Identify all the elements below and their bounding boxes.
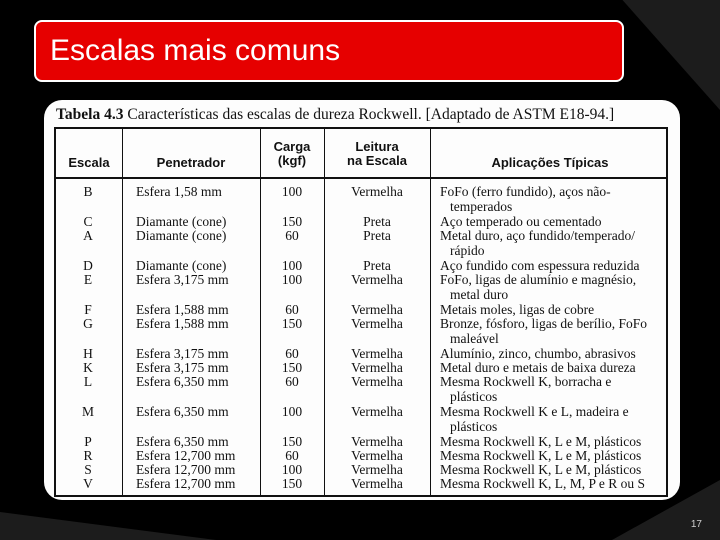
header-reading-line2: na Escala <box>347 153 407 168</box>
title-box <box>34 20 624 82</box>
cell-reading: Vermelha <box>351 360 403 375</box>
cell-penetrator: Esfera 6,350 mm <box>136 434 229 449</box>
cell-load: 100 <box>281 258 303 273</box>
cell-application-cont: plásticos <box>450 388 498 404</box>
table-image <box>44 100 680 500</box>
cell-application: Metais moles, ligas de cobre <box>440 302 595 317</box>
header-divider <box>56 177 666 179</box>
cell-application-cont: rápido <box>450 242 485 258</box>
cell-application-cont: plásticos <box>450 418 498 434</box>
cell-reading: Vermelha <box>351 404 403 419</box>
cell-penetrator: Diamante (cone) <box>136 214 227 229</box>
cell-scale: V <box>83 476 93 491</box>
cell-load: 150 <box>281 434 303 449</box>
cell-load: 100 <box>281 272 303 287</box>
header-load-line1: Carga <box>273 139 311 154</box>
cell-reading: Vermelha <box>351 272 403 287</box>
cell-load: 150 <box>281 360 303 375</box>
cell-scale: L <box>83 374 93 389</box>
cell-scale: C <box>83 214 93 229</box>
cell-penetrator: Diamante (cone) <box>136 228 227 243</box>
cell-reading: Vermelha <box>351 346 403 361</box>
cell-scale: K <box>83 360 93 375</box>
cell-application: Mesma Rockwell K, L, M, P e R ou S <box>440 476 645 491</box>
cell-reading: Vermelha <box>351 434 403 449</box>
column-divider <box>324 129 325 495</box>
cell-application: Mesma Rockwell K, borracha e <box>440 374 612 389</box>
cell-penetrator: Esfera 12,700 mm <box>136 462 236 477</box>
cell-application: Mesma Rockwell K, L e M, plásticos <box>440 462 642 477</box>
cell-application: Aço fundido com espessura reduzida <box>440 258 640 273</box>
cell-application: Aço temperado ou cementado <box>440 214 602 229</box>
cell-reading: Vermelha <box>351 448 403 463</box>
cell-scale: R <box>83 448 93 463</box>
cell-application-cont: temperados <box>450 198 513 214</box>
cell-reading: Vermelha <box>351 302 403 317</box>
cell-load: 60 <box>285 374 299 389</box>
page-number: 17 <box>690 519 702 530</box>
cell-reading: Vermelha <box>351 462 403 477</box>
cell-load: 60 <box>285 448 299 463</box>
cell-penetrator: Esfera 6,350 mm <box>136 404 229 419</box>
cell-scale: G <box>83 316 93 331</box>
header-scale: Escala <box>68 155 110 170</box>
cell-penetrator: Esfera 1,588 mm <box>136 316 229 331</box>
cell-application: Mesma Rockwell K, L e M, plásticos <box>440 448 642 463</box>
cell-scale: S <box>84 462 92 477</box>
cell-scale: D <box>83 258 93 273</box>
cell-application: Mesma Rockwell K e L, madeira e <box>440 404 629 419</box>
cell-penetrator: Esfera 3,175 mm <box>136 360 229 375</box>
table-caption <box>56 106 614 124</box>
cell-scale: E <box>83 272 93 287</box>
cell-penetrator: Esfera 1,588 mm <box>136 302 229 317</box>
caption-text: Características das escalas de dureza Rockwell. [Adaptado de ASTM E18-94.] <box>127 106 615 123</box>
cell-application: Bronze, fósforo, ligas de berílio, FoFo <box>440 316 647 331</box>
cell-reading: Vermelha <box>351 374 403 389</box>
cell-scale: B <box>83 184 93 199</box>
cell-reading: Vermelha <box>351 476 403 491</box>
cell-penetrator: Esfera 6,350 mm <box>136 374 229 389</box>
cell-application-cont: metal duro <box>450 286 509 302</box>
cell-application-cont: maleável <box>450 330 499 346</box>
header-penetrator: Penetrador <box>156 155 226 170</box>
column-divider <box>430 129 431 495</box>
cell-application: FoFo (ferro fundido), aços não- <box>440 184 611 199</box>
cell-scale: F <box>84 302 92 317</box>
cell-penetrator: Esfera 3,175 mm <box>136 346 229 361</box>
column-divider <box>122 129 123 495</box>
cell-application: FoFo, ligas de alumínio e magnésio, <box>440 272 637 287</box>
cell-load: 60 <box>285 346 299 361</box>
cell-application: Alumínio, zinco, chumbo, abrasivos <box>440 346 636 361</box>
cell-load: 100 <box>281 404 303 419</box>
cell-reading: Vermelha <box>351 184 403 199</box>
cell-load: 60 <box>285 302 299 317</box>
cell-reading: Preta <box>363 228 391 243</box>
cell-load: 150 <box>281 316 303 331</box>
cell-load: 150 <box>281 476 303 491</box>
cell-reading: Preta <box>363 258 391 273</box>
header-applications: Aplicações Típicas <box>491 155 609 170</box>
header-reading-line1: Leitura <box>355 139 399 154</box>
rockwell-table <box>54 127 668 497</box>
cell-load: 60 <box>285 228 299 243</box>
header-reading <box>324 140 430 168</box>
cell-penetrator: Esfera 3,175 mm <box>136 272 229 287</box>
cell-application: Metal duro, aço fundido/temperado/ <box>440 228 635 243</box>
cell-scale: A <box>83 228 93 243</box>
cell-penetrator: Diamante (cone) <box>136 258 227 273</box>
cell-scale: H <box>83 346 93 361</box>
cell-reading: Preta <box>363 214 391 229</box>
cell-penetrator: Esfera 1,58 mm <box>136 184 222 199</box>
cell-load: 100 <box>281 462 303 477</box>
cell-penetrator: Esfera 12,700 mm <box>136 476 236 491</box>
cell-load: 150 <box>281 214 303 229</box>
cell-scale: P <box>84 434 92 449</box>
slide-title: Escalas mais comuns <box>50 34 341 67</box>
header-load <box>260 140 324 168</box>
cell-scale: M <box>81 404 94 419</box>
cell-load: 100 <box>281 184 303 199</box>
cell-penetrator: Esfera 12,700 mm <box>136 448 236 463</box>
cell-application: Metal duro e metais de baixa dureza <box>440 360 636 375</box>
cell-reading: Vermelha <box>351 316 403 331</box>
caption-label: Tabela 4.3 <box>56 106 124 123</box>
background-shape-bottom <box>0 500 720 540</box>
header-load-line2: (kgf) <box>277 153 307 168</box>
cell-application: Mesma Rockwell K, L e M, plásticos <box>440 434 642 449</box>
